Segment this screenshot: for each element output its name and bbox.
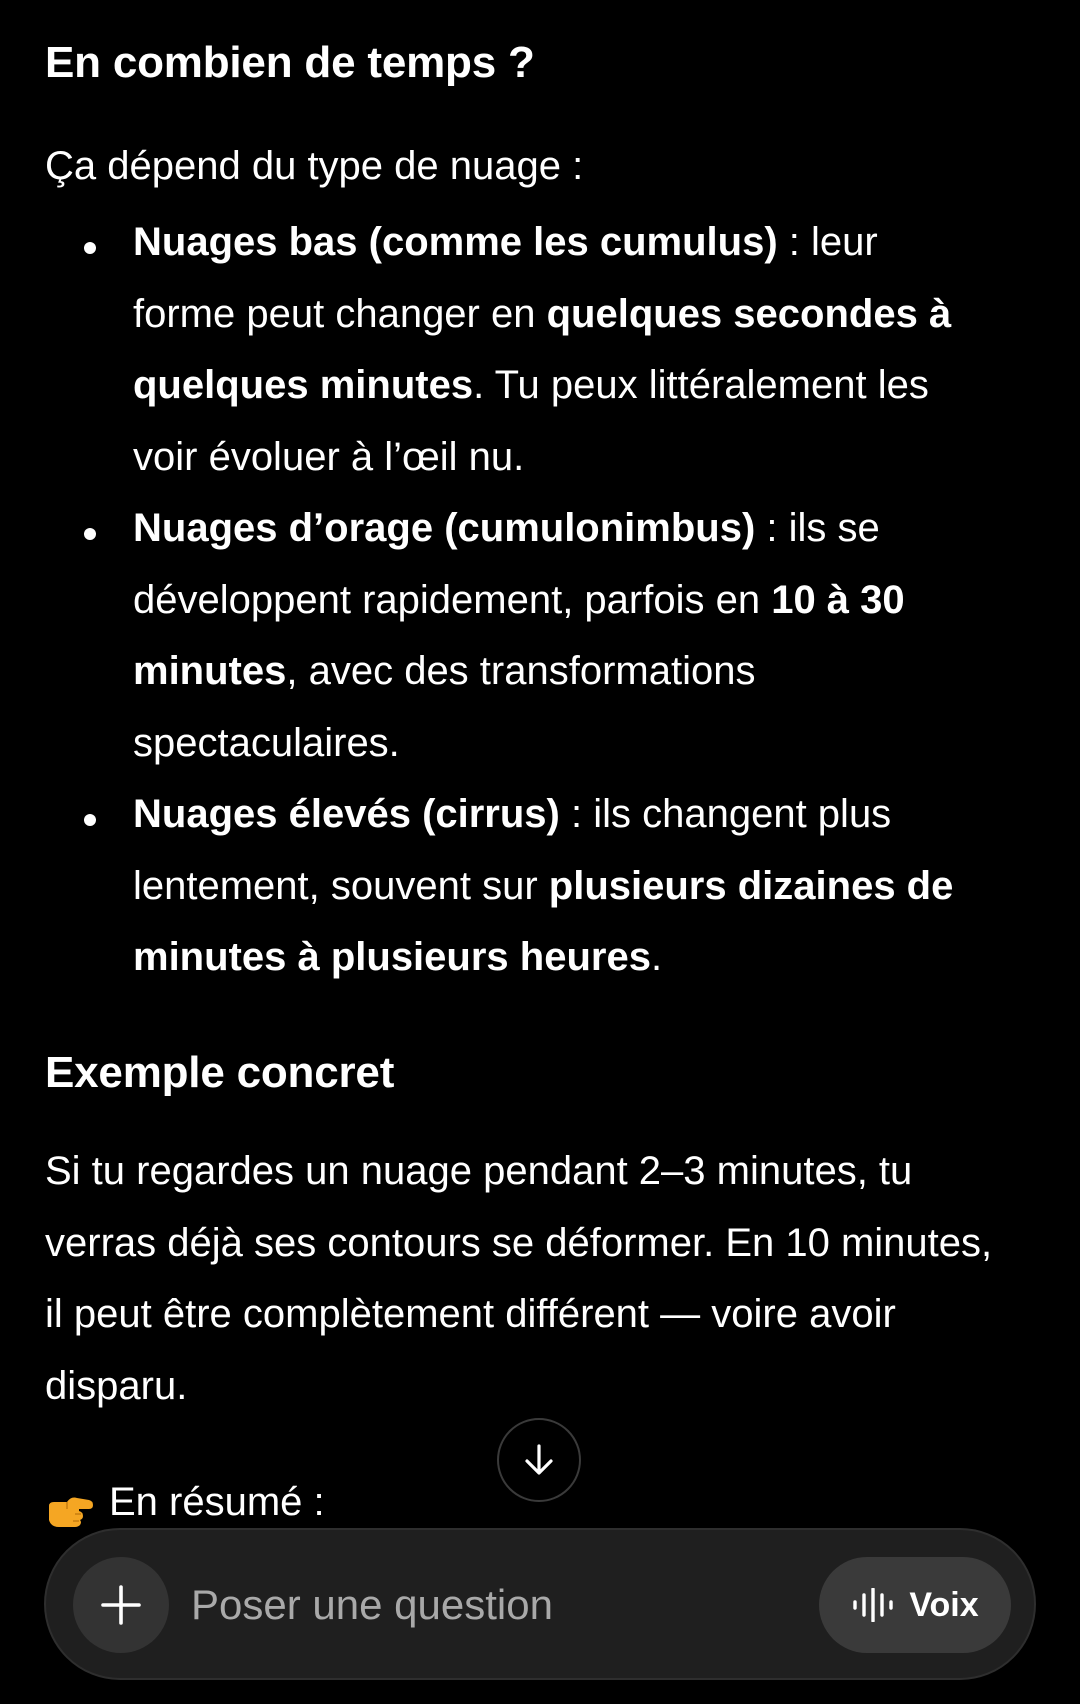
bullet-dot [84, 242, 96, 254]
section-heading: Exemple concret [45, 1048, 395, 1097]
voice-button[interactable] [819, 1557, 1011, 1653]
plus-icon [99, 1583, 143, 1627]
voice-label: Voix [909, 1585, 979, 1624]
bullet-dot [84, 814, 96, 826]
list-item: Nuages élevés (cirrus) : ils changent plus lentement, souvent sur plusieurs dizaines de minutes à plusieurs heures. [45, 779, 975, 994]
summary-label: En résumé : [109, 1480, 325, 1524]
list-item: Nuages d’orage (cumulonimbus) : ils se développent rapidement, parfois en 10 à 30 minutes, avec des transformations spectaculaires. [45, 493, 975, 779]
waveform-icon [851, 1588, 895, 1622]
scroll-to-bottom-button[interactable] [497, 1418, 581, 1502]
arrow-down-icon [519, 1440, 559, 1480]
question-input[interactable] [191, 1570, 791, 1640]
bullet-dot [84, 528, 96, 540]
message-composer [44, 1528, 1036, 1680]
list-item: Nuages bas (comme les cumulus) : leur forme peut changer en quelques secondes à quelques minutes. Tu peux littéralement les voir évoluer à l’œil nu. [45, 207, 975, 493]
add-attachment-button[interactable] [73, 1557, 169, 1653]
cloud-type-list [45, 207, 1035, 994]
section-heading: En combien de temps ? [45, 38, 535, 87]
pointing-right-hand-icon [45, 1482, 95, 1522]
section-intro: Ça dépend du type de nuage : [45, 144, 584, 188]
example-paragraph: Si tu regardes un nuage pendant 2–3 minutes, tu verras déjà ses contours se déformer. En 10 minutes, il peut être complètement différent — voire avoir disparu. [45, 1149, 993, 1408]
